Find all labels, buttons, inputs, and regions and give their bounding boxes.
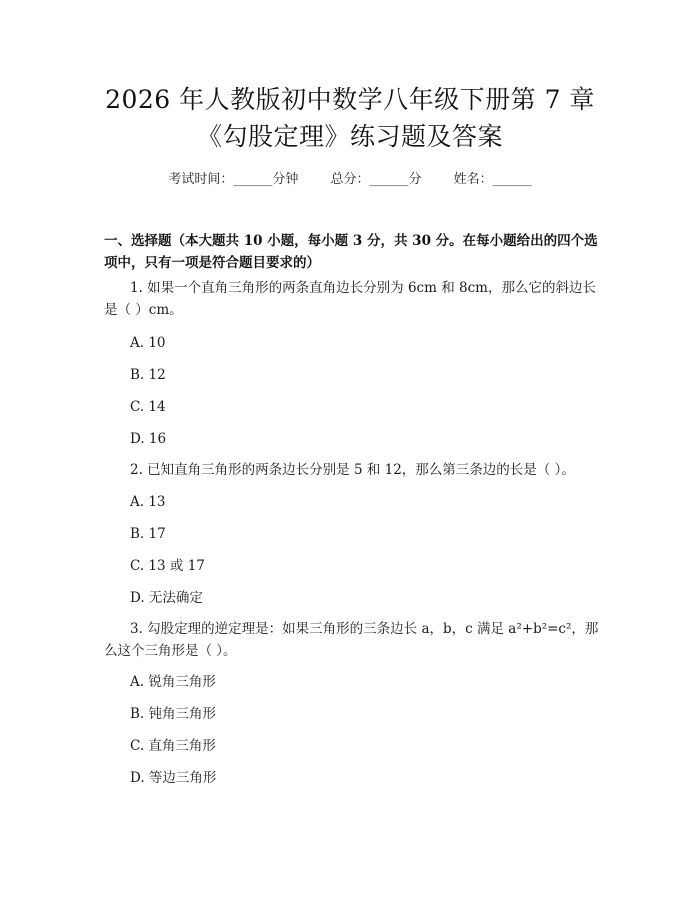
student-name: 姓名：______ [453,172,532,187]
question-2-option-c: C. 13 或 17 [130,558,205,574]
question-2-option-d: D. 无法确定 [130,590,203,606]
section-heading-choice: 一、选择题（本大题共 10 小题，每小题 3 分，共 30 分。在每小题给出的四个选项中，只有一项是符合题目要求的） [104,233,598,271]
question-3-option-d: D. 等边三角形 [130,770,217,786]
question-1-option-b: B. 12 [130,367,166,383]
question-3: 3. 勾股定理的逆定理是：如果三角形的三条边长 a，b，c 满足 a²+b²=c²，那么这个三角形是（ ）。 [104,621,599,659]
question-1-option-d: D. 16 [130,431,167,447]
question-2-option-b: B. 17 [130,526,166,542]
question-2: 2. 已知直角三角形的两条边长分别是 5 和 12，那么第三条边的长是（ ）。 [130,462,575,478]
question-3-option-a: A. 锐角三角形 [130,674,216,690]
question-1-option-c: C. 14 [130,399,166,415]
page-title-line-1: 2026 年人教版初中数学八年级下册第 7 章 [105,85,595,114]
exam-time: 考试时间：______分钟 [168,172,299,187]
exam-score: 总分：______分 [330,172,422,187]
question-1-option-a: A. 10 [130,335,166,351]
question-3-option-c: C. 直角三角形 [130,738,216,754]
question-2-option-a: A. 13 [130,494,166,510]
question-1: 1. 如果一个直角三角形的两条直角边长分别为 6cm 和 8cm，那么它的斜边长是（ ）cm。 [104,280,596,318]
exam-info [0,168,700,187]
question-3-option-b: B. 钝角三角形 [130,706,217,722]
page-title-line-2: 《勾股定理》练习题及答案 [196,122,503,151]
